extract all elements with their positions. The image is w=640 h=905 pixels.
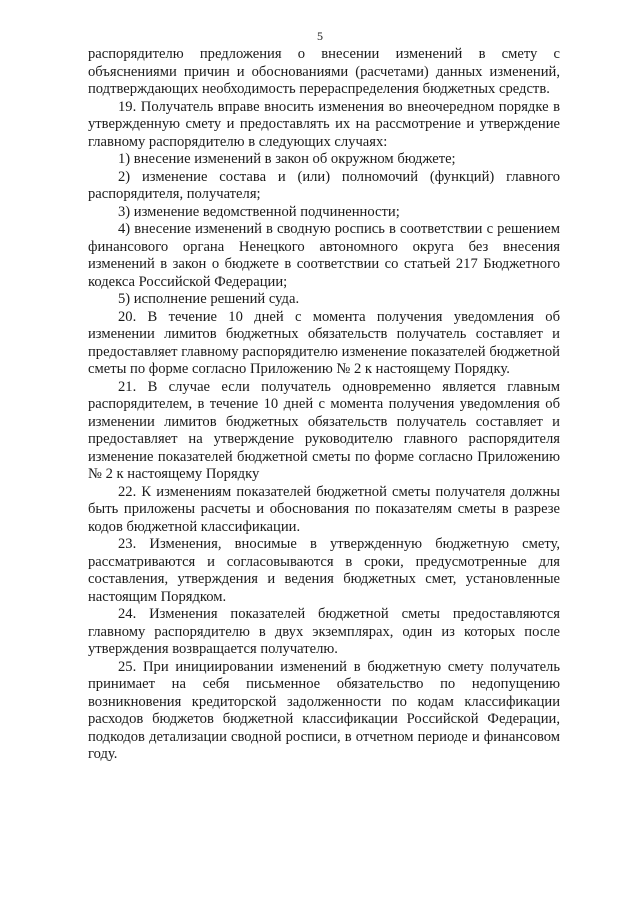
paragraph-23: 23. Изменения, вносимые в утвержденную бюджетную смету, рассматриваются и согласовываются в сроки, предусмотренные для составления, утверждения и ведения бюджетных смет, установленные настоящим Порядком. <box>88 536 560 605</box>
paragraph-19-item-4: 4) внесение изменений в сводную роспись в соответствии с решением финансового органа Ненецкого автономного округа без внесения изменений в закон о бюджете в соответствии со статьей 217 Бюджетного кодекса Российской Федерации; <box>88 221 560 290</box>
paragraph-19-item-3: 3) изменение ведомственной подчиненности; <box>118 203 400 220</box>
document-body <box>88 46 560 764</box>
paragraph-19-item-5: 5) исполнение решений суда. <box>118 291 300 307</box>
paragraph-20: 20. В течение 10 дней с момента получения уведомления об изменении лимитов бюджетных обязательств получатель составляет и предоставляет главному распорядителю изменение показателей бюджетной сметы по форме согласно Приложению № 2 к настоящему Порядку. <box>88 308 560 377</box>
paragraph-19-item-2: 2) изменение состава и (или) полномочий (функций) главного распорядителя, получателя; <box>88 168 560 202</box>
paragraph-21: 21. В случае если получатель одновременно является главным распорядителем, в течение 10 дней с момента получения уведомления об изменении лимитов бюджетных обязательств получатель составляет и предоставляет на утверждение руководителю главного распорядителя изменение показателей бюджетной сметы по форме согласно Приложению № 2 к настоящему Порядку <box>88 378 560 482</box>
paragraph-continuation: распорядителю предложения о внесении изменений в смету с объяснениями причин и обоснованиями (расчетами) данных изменений, подтверждающих необходимость перераспределения бюджетных средств. <box>88 46 560 97</box>
paragraph-19-item-1: 1) внесение изменений в закон об окружном бюджете; <box>118 151 456 167</box>
paragraph-19: 19. Получатель вправе вносить изменения во внеочередном порядке в утвержденную смету и предоставлять их на рассмотрение и утверждение главному распорядителю в следующих случаях: <box>88 98 560 150</box>
paragraph-25: 25. При инициировании изменений в бюджетную смету получатель принимает на себя письменное обязательство по недопущению возникновения кредиторской задолженности по кодам классификации расходов бюджетов бюджетной классификации Российской Федерации, подкодов детализации сводной росписи, в отчетном периоде и финансовом году. <box>88 658 560 762</box>
paragraph-24: 24. Изменения показателей бюджетной сметы предоставляются главному распорядителю в двух экземплярах, один из которых после утверждения возвращается получателю. <box>88 606 560 657</box>
page-number: 5 <box>317 29 323 43</box>
paragraph-22: 22. К изменениям показателей бюджетной сметы получателя должны быть приложены расчеты и обоснования по показателям сметы в разрезе кодов бюджетной классификации. <box>88 483 560 535</box>
